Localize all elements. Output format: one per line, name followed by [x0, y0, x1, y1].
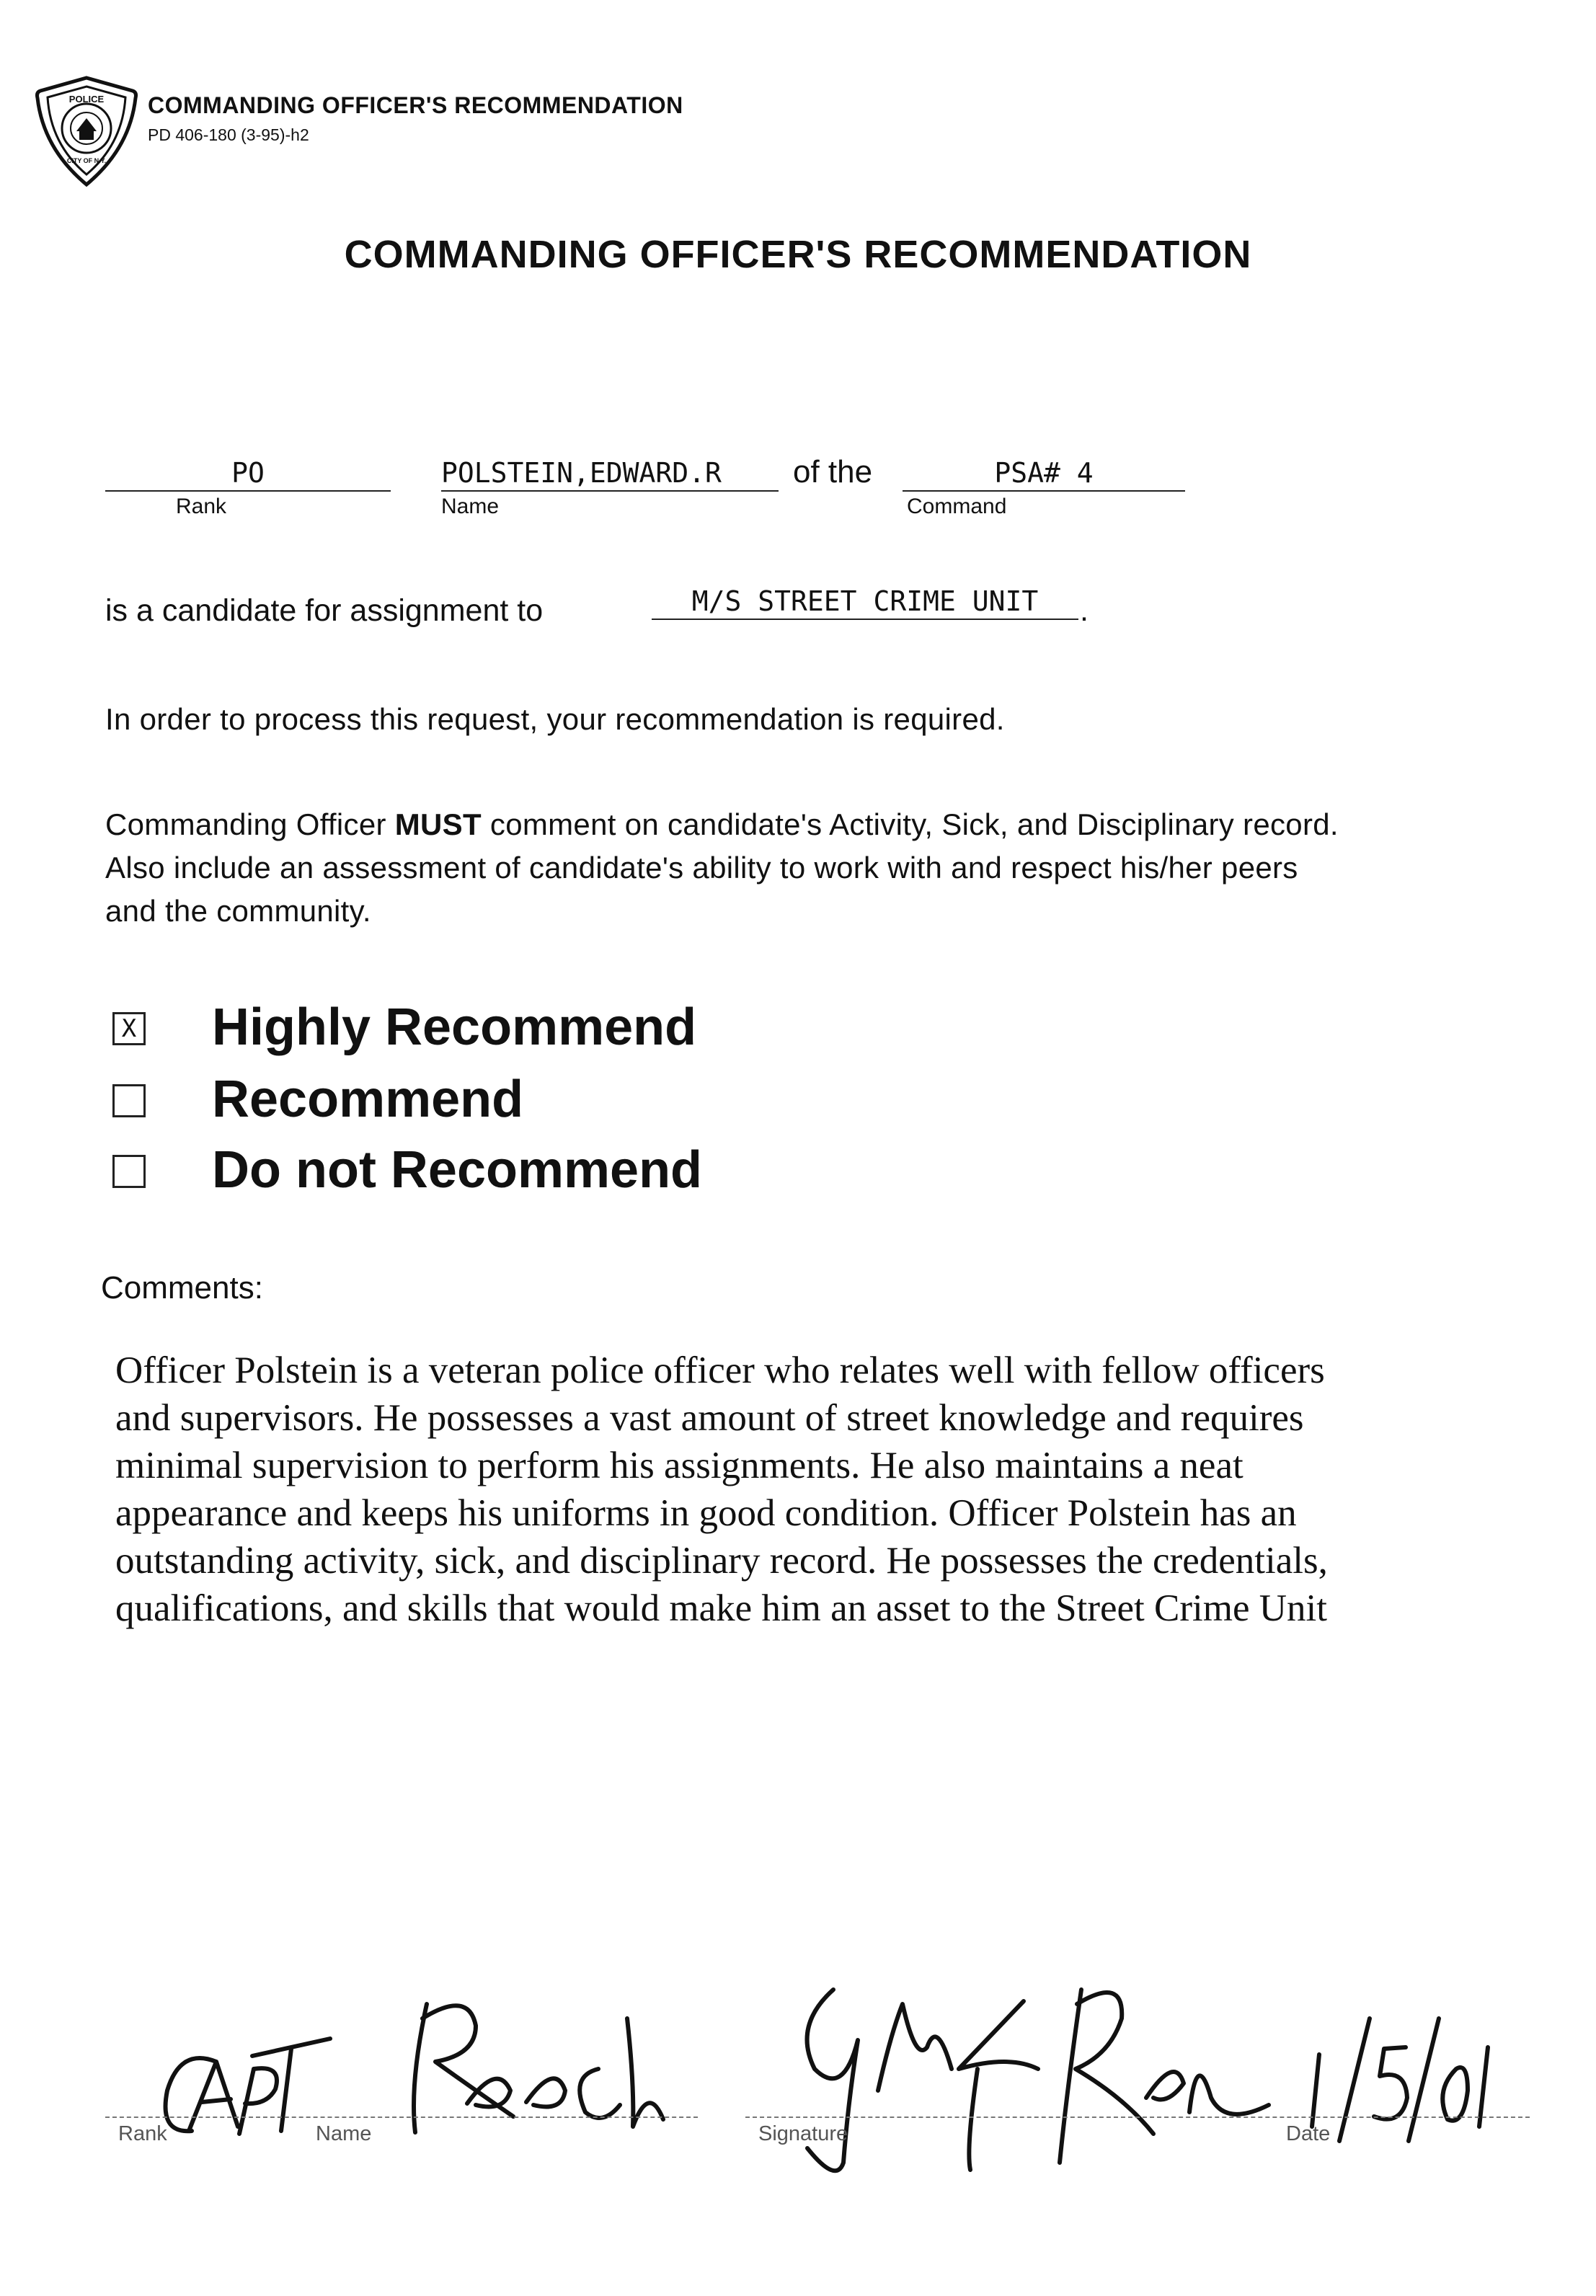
sig-signature-label: Signature	[758, 2122, 848, 2145]
date-handwriting-0	[1442, 2067, 1468, 2121]
do-not-recommend-checkbox[interactable]	[112, 1155, 146, 1188]
instruction-line-1: In order to process this request, your recommendation is required.	[105, 702, 1005, 736]
instruction-line-4: and the community.	[105, 894, 371, 928]
date-handwriting-slash	[1409, 2018, 1439, 2141]
instruction-line-3: Also include an assessment of candidate's ability to work with and respect his/her peers	[105, 851, 1298, 885]
sig-name-label: Name	[316, 2122, 372, 2145]
assignment-field[interactable]: M/S STREET CRIME UNIT	[652, 585, 1078, 620]
signature-stroke-4	[1060, 1990, 1153, 2163]
comment-line: and supervisors. He possesses a vast amount of street knowledge and requires	[115, 1397, 1304, 1439]
of-the-text: of the	[793, 454, 873, 489]
comments-body	[115, 1347, 1485, 1632]
form-header-title: COMMANDING OFFICER'S RECOMMENDATION	[148, 92, 683, 118]
rank-name-line	[105, 2117, 698, 2118]
command-label: Command	[907, 495, 1007, 518]
form-number: PD 406-180 (3-95)-h2	[148, 125, 309, 144]
instruction-prefix: Commanding Officer	[105, 807, 395, 841]
must-emphasis: MUST	[394, 807, 482, 841]
signature-stroke-2	[878, 2004, 952, 2091]
highly-recommend-label: Highly Recommend	[212, 998, 697, 1056]
svg-text:POLICE: POLICE	[68, 94, 105, 105]
date-handwriting-1	[1479, 2047, 1488, 2127]
comment-line: appearance and keeps his uniforms in good condition. Officer Polstein has an	[115, 1492, 1297, 1534]
recommend-label: Recommend	[212, 1071, 524, 1128]
instruction-suffix: comment on candidate's Activity, Sick, and Disciplinary record.	[481, 807, 1339, 841]
sig-rank-label: Rank	[118, 2122, 167, 2145]
highly-recommend-checkbox[interactable]: X	[112, 1012, 146, 1045]
date-handwriting-5	[1374, 2047, 1407, 2119]
recommend-checkbox[interactable]	[112, 1084, 146, 1117]
date-handwriting-1	[1312, 2055, 1319, 2127]
signature-date-line	[745, 2117, 1530, 2118]
instruction-line-2	[105, 803, 1339, 846]
name-handwriting-ch	[580, 2018, 663, 2127]
comment-line: Officer Polstein is a veteran police officer who relates well with fellow officers	[115, 1349, 1325, 1391]
date-handwriting-slash	[1339, 2018, 1370, 2141]
name-handwriting-r	[414, 2004, 513, 2132]
comments-label: Comments:	[101, 1270, 263, 1306]
rank-field[interactable]: PO	[105, 457, 391, 492]
comment-line: minimal supervision to perform his assignments. He also maintains a neat	[115, 1445, 1243, 1486]
signature-stroke-3	[959, 2001, 1038, 2170]
comment-line: qualifications, and skills that would make him an asset to the Street Crime Unit	[115, 1587, 1327, 1629]
command-field[interactable]: PSA# 4	[903, 457, 1185, 492]
assignment-period: .	[1080, 593, 1089, 628]
rank-label: Rank	[176, 495, 227, 518]
rank-handwriting-a	[189, 2062, 238, 2131]
assignment-prefix: is a candidate for assignment to	[105, 593, 544, 628]
page-title: COMMANDING OFFICER'S RECOMMENDATION	[344, 233, 1252, 276]
signature-stroke-5	[1146, 2072, 1269, 2114]
do-not-recommend-label: Do not Recommend	[212, 1141, 703, 1199]
name-label: Name	[441, 495, 500, 518]
rank-handwriting-p	[239, 2068, 277, 2134]
svg-text:CITY OF N.Y.: CITY OF N.Y.	[66, 157, 107, 164]
comment-line: outstanding activity, sick, and disciplinary record. He possesses the credentials,	[115, 1540, 1328, 1582]
name-field[interactable]: POLSTEIN,EDWARD.R	[441, 457, 779, 492]
police-seal	[32, 75, 141, 187]
sig-date-label: Date	[1286, 2122, 1331, 2145]
